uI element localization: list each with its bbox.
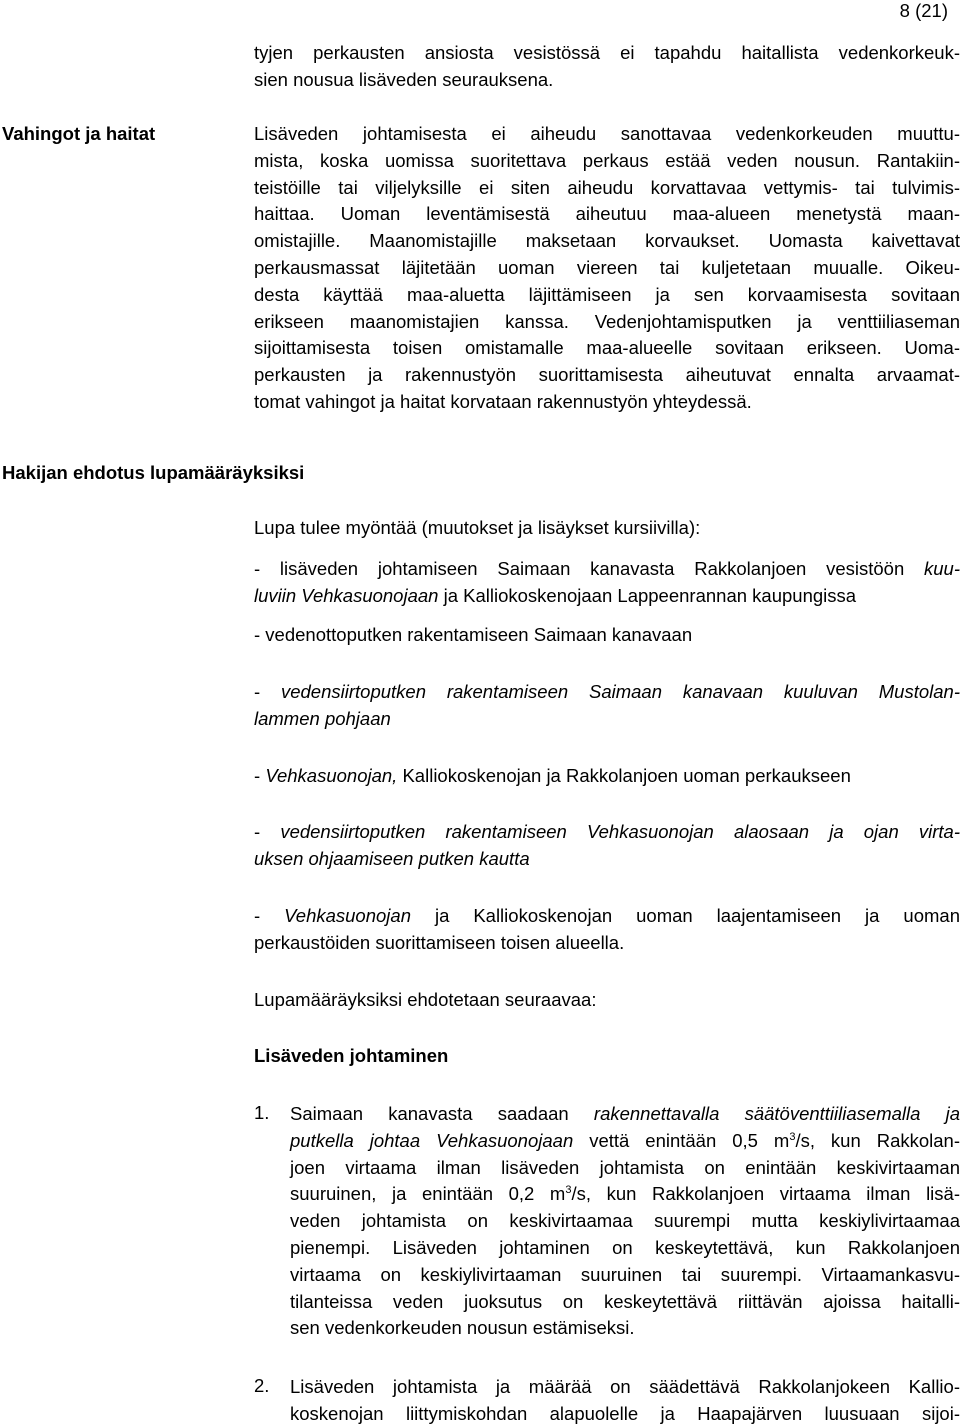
text-run: - [254, 905, 285, 926]
text-line: tyjen perkausten ansiosta vesistössä ei tapahdu haitallista vedenkorkeuk- [254, 42, 960, 63]
text-line [254, 679, 960, 706]
list-item [254, 763, 960, 790]
text-line [290, 1127, 960, 1154]
list-item [254, 679, 960, 733]
text-line: virtaama on keskiylivirtaaman suuruinen tai suurempi. Virtaamankasvu- [290, 1263, 960, 1285]
numbered-paragraph [290, 1373, 960, 1427]
text-line: omistajille. Maanomistajille maksetaan korvaukset. Uomasta kaivettavat [254, 230, 960, 252]
text-line: Lisäveden johtaminen [254, 1045, 449, 1066]
text-line: pienempi. Lisäveden johtaminen on keskeytettävä, kun Rakkolanjoen [290, 1236, 960, 1258]
text-line: tomat vahingot ja haitat korvataan rakennustyön yhteydessä. [254, 390, 752, 412]
italic-run: luviin Vehkasuonojaan [254, 584, 439, 606]
text-line [254, 556, 960, 583]
list-item [254, 556, 960, 610]
text-run: - [254, 765, 266, 786]
text-line: - vedenottoputken rakentamiseen Saimaan kanavaan [254, 624, 693, 645]
text-line [290, 1100, 960, 1127]
list-number: 1. [254, 1102, 270, 1123]
text-run: /s, kun Rakkolan- [795, 1129, 960, 1151]
list-item [254, 819, 960, 873]
text-line: perkausmassat läjitetään uoman viereen tai kuljetetaan muualle. Oikeu- [254, 256, 960, 278]
italic-run: Vehkasuonojan [284, 905, 411, 926]
numbered-paragraph [290, 1100, 960, 1341]
text-line: Lupamääräyksiksi ehdotetaan seuraavaa: [254, 989, 597, 1010]
superscript: 3 [789, 1130, 796, 1143]
italic-run: lammen pohjaan [254, 707, 391, 729]
section-heading [254, 1043, 960, 1070]
italic-run: putkella johtaa Vehkasuonojaan [290, 1129, 574, 1151]
italic-run: kuu- [924, 558, 960, 579]
text-line [254, 706, 960, 733]
regulations-intro [254, 987, 960, 1014]
text-line: koskenojan liittymiskohdan alapuolelle ja Haapajärven luusuaan sijoi- [290, 1402, 960, 1424]
text-line: sen vedenkorkeuden nousun estämiseksi. [290, 1317, 635, 1339]
text-run: suuruinen, ja enintään 0,2 m [290, 1183, 566, 1205]
text-line [290, 1180, 960, 1207]
text-line [254, 846, 960, 873]
text-line: desta käyttää maa-aluetta läjittämiseen ja sen korvaamisesta sovitaan [254, 283, 960, 305]
text-line: joen virtaama ilman lisäveden johtamista on enintään keskivirtaaman [290, 1156, 960, 1178]
page-number: 8 (21) [899, 0, 948, 21]
superscript: 3 [565, 1184, 572, 1197]
text-line: sijoittamisesta toisen omistamalle maa-alueelle sovitaan erikseen. Uoma- [254, 337, 960, 359]
text-line: erikseen maanomistajien kanssa. Vedenjohtamisputken ja venttiiliaseman [254, 310, 960, 332]
text-run: ja Kalliokoskenojan uoman laajentamiseen ja uoman [411, 905, 960, 926]
text-run: - lisäveden johtamiseen Saimaan kanavasta Rakkolanjoen vesistöön [254, 558, 924, 579]
text-line: teistöille tai viljelyksille ei siten aiheudu korvattavaa vettymis- tai tulvimis- [254, 176, 960, 198]
text-line: Lisäveden johtamista ja määrää on säädettävä Rakkolanjokeen Kallio- [290, 1376, 960, 1397]
text-line: mista, koska uomissa suoritettava perkaus estää veden nousun. Rantakiin- [254, 149, 960, 171]
list-item [254, 622, 960, 649]
permit-intro [254, 515, 960, 542]
text-line [254, 819, 960, 846]
text-run: Saimaan kanavasta saadaan [290, 1103, 594, 1124]
intro-paragraph [254, 40, 960, 94]
text-line: haittaa. Uoman leventämisestä aiheutuu maa-alueen menetystä maan- [254, 203, 960, 225]
text-run: ja Kalliokoskenojaan Lappeenrannan kaupungissa [438, 584, 857, 606]
list-item [254, 903, 960, 957]
italic-run: vedensiirtoputken rakentamiseen Saimaan kanavaan kuuluvan Mustolan- [280, 681, 960, 702]
italic-run: rakennettavalla säätöventtiiliasemalla ja [593, 1103, 960, 1124]
proposal-heading: Hakijan ehdotus lupamääräyksiksi [2, 462, 305, 483]
text-run: /s, kun Rakkolanjoen virtaama ilman lisä- [571, 1183, 960, 1205]
list-number: 2. [254, 1375, 270, 1396]
text-run: vettä enintään 0,5 m [573, 1129, 790, 1151]
text-line: Lisäveden johtamisesta ei aiheudu sanottavaa vedenkorkeuden muuttu- [254, 123, 960, 144]
text-run: Kalliokoskenojan ja Rakkolanjoen uoman perkaukseen [397, 765, 851, 786]
italic-run: Vehkasuonojan, [265, 765, 398, 786]
damages-heading: Vahingot ja haitat [2, 123, 156, 144]
text-run: - [254, 821, 281, 842]
text-line: perkaustöiden suorittamiseen toisen alueella. [254, 931, 625, 953]
italic-run: uksen ohjaamiseen putken kautta [254, 847, 530, 869]
text-line: veden johtamista on keskivirtaamaa suurempi mutta keskiylivirtaamaa [290, 1210, 960, 1232]
text-line: sien nousua lisäveden seurauksena. [254, 68, 554, 90]
text-line: perkausten ja rakennustyön suorittamisesta aiheutuvat ennalta arvaamat- [254, 364, 960, 386]
text-line [254, 763, 960, 790]
text-line [254, 903, 960, 930]
text-line: tilanteissa veden juoksutus on keskeytettävä riittävän ajoissa haitalli- [290, 1290, 960, 1312]
text-run: - [254, 681, 281, 702]
italic-run: vedensiirtoputken rakentamiseen Vehkasuonojan alaosaan ja ojan virta- [280, 821, 960, 842]
text-line [254, 583, 960, 610]
text-line: Lupa tulee myöntää (muutokset ja lisäykset kursiivilla): [254, 517, 701, 538]
damages-paragraph [254, 121, 960, 416]
